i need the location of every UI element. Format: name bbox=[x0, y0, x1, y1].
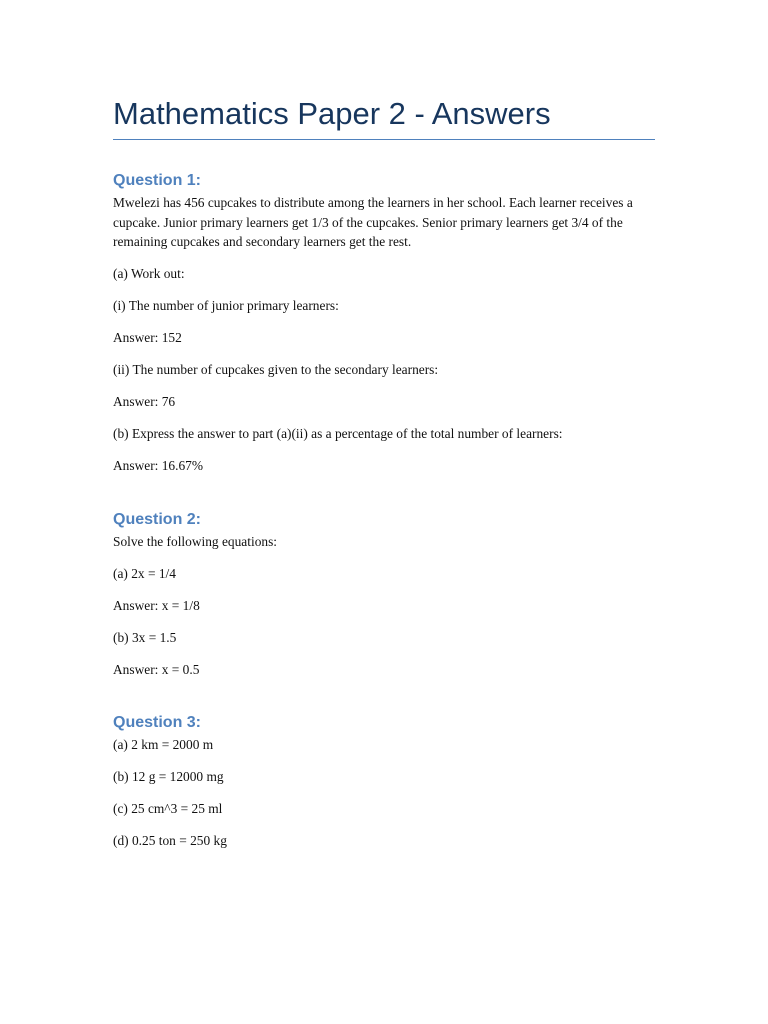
question-3-part-d: (d) 0.25 ton = 250 kg bbox=[113, 833, 227, 848]
question-2-intro: Solve the following equations: bbox=[113, 533, 278, 549]
question-1-part-a: (a) Work out: bbox=[113, 266, 185, 281]
question-3-section bbox=[113, 712, 655, 851]
question-1-answer-a-i: Answer: 152 bbox=[113, 330, 182, 345]
question-1-heading: Question 1: bbox=[113, 172, 202, 189]
question-1-answer-a-ii: Answer: 76 bbox=[113, 394, 176, 409]
question-3-heading: Question 3: bbox=[113, 714, 202, 731]
question-1-section bbox=[113, 170, 655, 476]
document-page bbox=[113, 92, 655, 863]
question-2-part-b: (b) 3x = 1.5 bbox=[113, 629, 177, 645]
question-3-part-a: (a) 2 km = 2000 m bbox=[113, 737, 214, 752]
question-1-part-a-ii: (ii) The number of cupcakes given to the secondary learners: bbox=[113, 362, 439, 377]
question-2-part-a: (a) 2x = 1/4 bbox=[113, 565, 176, 581]
document-title: Mathematics Paper 2 - Answers bbox=[113, 92, 655, 140]
question-1-part-b: (b) Express the answer to part (a)(ii) as a percentage of the total number of learners: bbox=[113, 426, 563, 441]
question-2-section bbox=[113, 509, 655, 680]
question-2-answer-a: Answer: x = 1/8 bbox=[113, 597, 200, 613]
question-2-heading: Question 2: bbox=[113, 510, 202, 528]
question-1-part-a-i: (i) The number of junior primary learners: bbox=[113, 298, 339, 313]
question-1-intro: Mwelezi has 456 cupcakes to distribute among the learners in her school. Each learner receives a cupcake. Junior primary learners get 1/3 of the cupcakes. Senior primary learners get 3/4 of the remaining cupcakes and secondary learners get the rest. bbox=[113, 195, 633, 249]
question-2-answer-b: Answer: x = 0.5 bbox=[113, 661, 200, 677]
question-3-part-b: (b) 12 g = 12000 mg bbox=[113, 769, 224, 784]
question-3-part-c: (c) 25 cm^3 = 25 ml bbox=[113, 801, 223, 816]
question-1-answer-b: Answer: 16.67% bbox=[113, 458, 204, 473]
